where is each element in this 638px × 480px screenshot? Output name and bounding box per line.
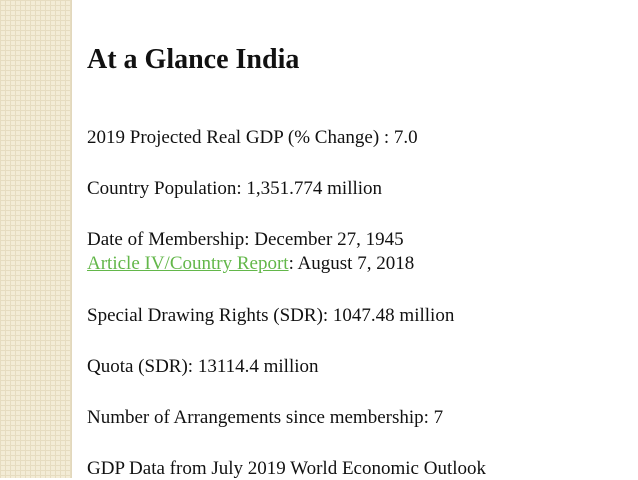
population-line: Country Population: 1,351.774 million — [87, 178, 383, 199]
slide-content — [87, 0, 627, 478]
report-date: : August 7, 2018 — [288, 253, 415, 274]
quota-line: Quota (SDR): 13114.4 million — [87, 356, 319, 377]
membership-line: Date of Membership: December 27, 1945 — [87, 229, 404, 250]
arrangements-line: Number of Arrangements since membership: 7 — [87, 407, 444, 428]
gdp-line: 2019 Projected Real GDP (% Change) : 7.0 — [87, 127, 418, 148]
decorative-side-strip — [0, 0, 72, 478]
report-line — [87, 253, 414, 275]
source-line: GDP Data from July 2019 World Economic Outlook — [87, 458, 487, 479]
slide-title: At a Glance India — [87, 44, 300, 75]
sdr-line: Special Drawing Rights (SDR): 1047.48 million — [87, 305, 455, 326]
article-iv-link[interactable]: Article IV/Country Report — [87, 253, 289, 274]
